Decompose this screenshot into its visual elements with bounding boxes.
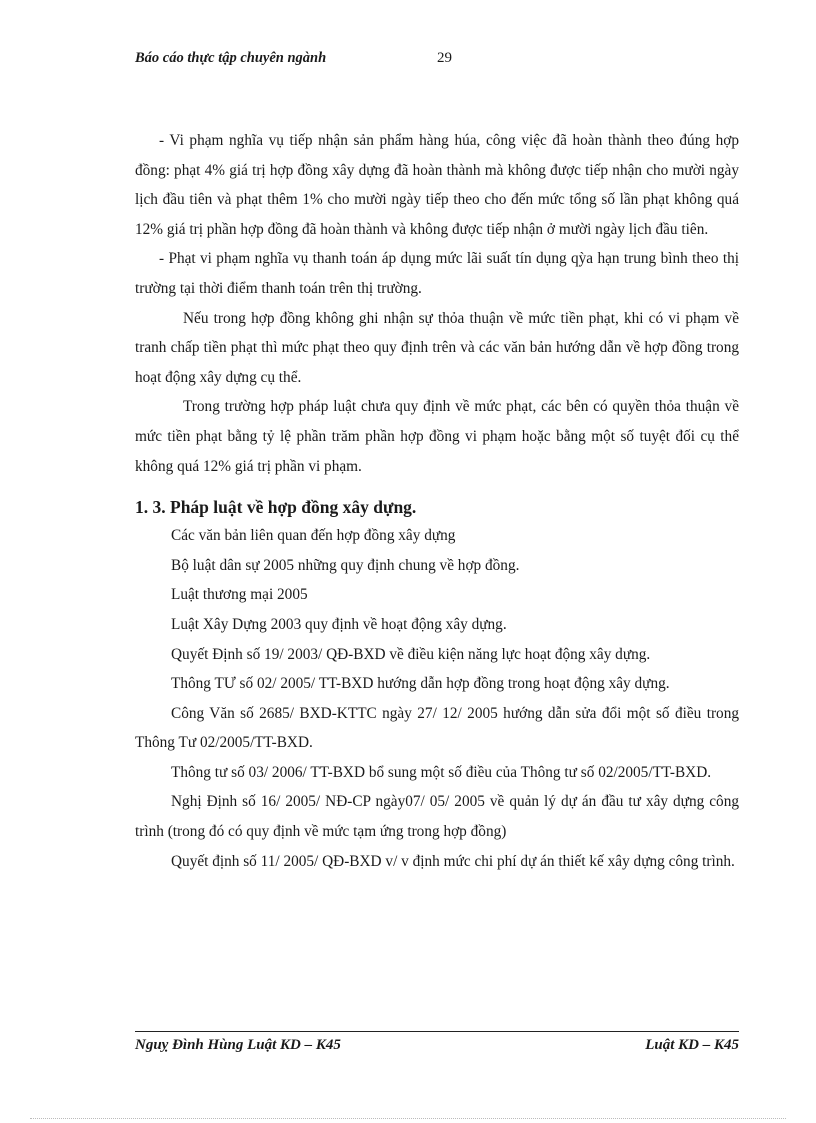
header-title: Báo cáo thực tập chuyên ngành (135, 50, 327, 66)
list-item: Bộ luật dân sự 2005 những quy định chung về hợp đồng. (171, 556, 520, 574)
page-bottom-border (30, 1118, 786, 1119)
list-item: Nghị Định số 16/ 2005/ NĐ-CP ngày07/ 05/ 2005 về quản lý dự án đầu tư xây dựng công trình (trong đó có quy định về mức tạm ứng trong hợp đồng) (135, 793, 739, 841)
list-item: Thông TƯ số 02/ 2005/ TT-BXD hướng dẫn hợp đồng trong hoạt động xây dựng. (171, 675, 670, 693)
list-item: Các văn bản liên quan đến hợp đồng xây dựng (171, 527, 456, 545)
section-heading: 1. 3. Pháp luật về hợp đồng xây dựng. (135, 497, 417, 518)
footer-author: Nguỵ Đình Hùng Luật KD – K45 (135, 1037, 341, 1053)
page-header (135, 50, 452, 67)
paragraph: Nếu trong hợp đồng không ghi nhận sự thỏa thuận về mức tiền phạt, khi có vi phạm về tranh chấp tiền phạt thì mức phạt theo quy định trên và các văn bản hướng dẫn về hợp đồng trong hoạt động xây dựng cụ thể. (135, 309, 739, 386)
list-item: Quyết Định số 19/ 2003/ QĐ-BXD về điều kiện năng lực hoạt động xây dựng. (171, 645, 651, 663)
list-item: Thông tư số 03/ 2006/ TT-BXD bổ sung một số điều của Thông tư số 02/2005/TT-BXD. (171, 763, 712, 781)
list-item: Quyết định số 11/ 2005/ QĐ-BXD v/ v định mức chi phí dự án thiết kế xây dựng công trình. (171, 852, 735, 870)
page-body (135, 126, 739, 876)
footer-divider (135, 1031, 739, 1032)
paragraph: - Vi phạm nghĩa vụ tiếp nhận sản phẩm hàng húa, công việc đã hoàn thành theo đúng hợp đồng: phạt 4% giá trị hợp đồng xây dựng đã hoàn thành mà không được tiếp nhận cho mười ngày lịch đầu tiên và phạt thêm 1% cho mười ngày tiếp theo cho đến mức tổng số lần phạt không quá 12% giá trị phần hợp đồng đã hoàn thành và không được tiếp nhận ở mười ngày lịch đầu tiên. (135, 132, 739, 238)
footer-course: Luật KD – K45 (645, 1037, 739, 1053)
list-item: Luật Xây Dựng 2003 quy định về hoạt động xây dựng. (171, 615, 507, 633)
paragraph: - Phạt vi phạm nghĩa vụ thanh toán áp dụng mức lãi suất tín dụng qỳa hạn trung bình theo thị trường tại thời điểm thanh toán trên thị trường. (135, 250, 739, 297)
list-item: Luật thương mại 2005 (171, 586, 308, 604)
page-number: 29 (437, 50, 452, 66)
list-item: Công Văn số 2685/ BXD-KTTC ngày 27/ 12/ 2005 hướng dẫn sửa đổi một số điều trong Thông Tư 02/2005/TT-BXD. (135, 704, 739, 752)
paragraph: Trong trường hợp pháp luật chưa quy định về mức phạt, các bên có quyền thỏa thuận về mức tiền phạt bằng tỷ lệ phần trăm phần hợp đồng vi phạm hoặc bằng một số tuyệt đối cụ thể không quá 12% giá trị phần vi phạm. (135, 398, 739, 475)
